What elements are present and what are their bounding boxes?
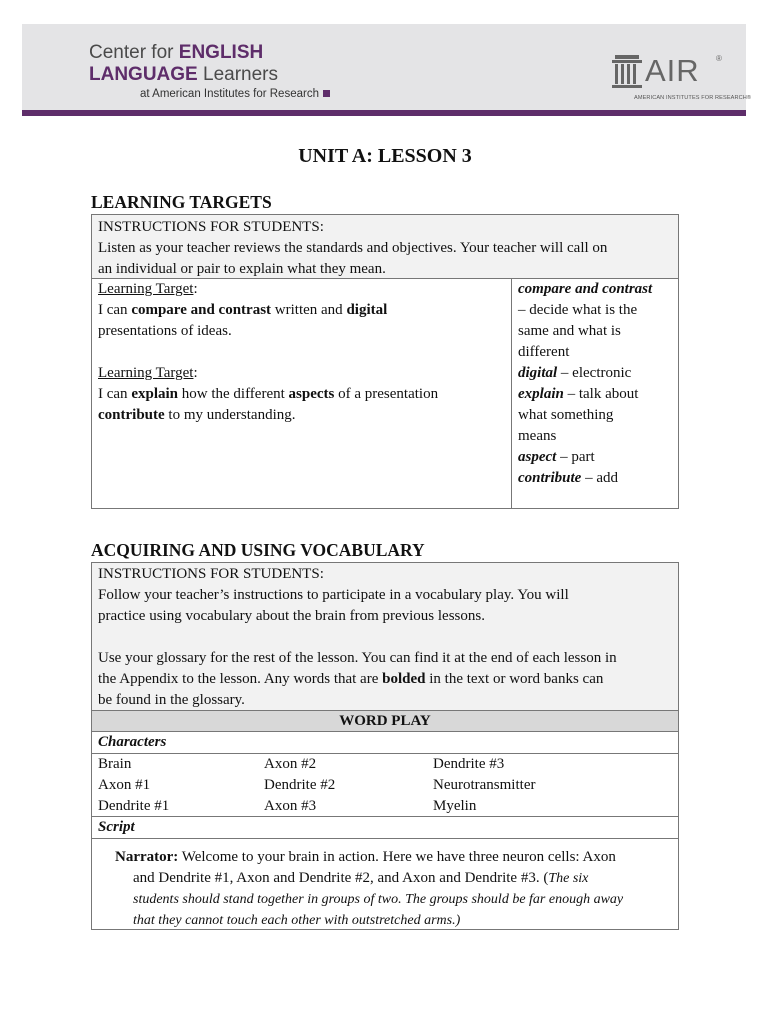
glossary-line: – decide what is the: [518, 302, 638, 318]
learning-targets-table: [91, 214, 679, 509]
characters-col1: [98, 754, 169, 817]
character-name: Dendrite #2: [264, 777, 336, 793]
celt-line3: at American Institutes for Research: [140, 88, 319, 100]
celt-line2-a: LANGUAGE: [89, 64, 198, 85]
learning-targets-heading: LEARNING TARGETS: [91, 192, 272, 212]
target1-text-c: written and: [271, 302, 347, 318]
glossary-def: – electronic: [557, 365, 632, 381]
word-play-header: WORD PLAY: [92, 710, 678, 732]
target2-text-c: how the different: [178, 386, 289, 402]
celt-line2-b: Learners: [197, 64, 279, 85]
target1-line2: presentations of ideas.: [98, 323, 232, 339]
characters-col2: [264, 754, 335, 817]
characters-row: [92, 753, 678, 816]
celt-logo: [89, 43, 330, 101]
character-name: Neurotransmitter: [433, 777, 536, 793]
air-logo: [612, 53, 752, 106]
building-icon: [612, 55, 642, 89]
glossary-term: compare and contrast: [518, 281, 653, 297]
glossary-def: – talk about: [563, 386, 639, 402]
glossary-def: – part: [556, 449, 595, 465]
air-subtitle: AMERICAN INSTITUTES FOR RESEARCH®: [634, 95, 752, 101]
character-name: Dendrite #3: [433, 756, 505, 772]
vocab-instructions-label: INSTRUCTIONS FOR STUDENTS:: [98, 566, 324, 582]
glossary-cell: [512, 279, 678, 508]
character-name: Axon #3: [264, 798, 317, 814]
script-label: Script: [98, 819, 135, 835]
narrator-line2: and Dendrite #1, Axon and Dendrite #2, and Axon and Dendrite #3. (: [133, 870, 549, 886]
target2-term-contribute: contribute: [98, 407, 165, 423]
instructions-line2: an individual or pair to explain what they mean.: [98, 261, 386, 277]
vocabulary-instructions: [92, 563, 678, 710]
character-name: Brain: [98, 756, 132, 772]
vocabulary-heading: ACQUIRING AND USING VOCABULARY: [91, 540, 425, 560]
characters-label: Characters: [98, 734, 167, 750]
target1-text-a: I can: [98, 302, 132, 318]
target2-term-aspects: aspects: [288, 386, 335, 402]
glossary-term: aspect: [518, 449, 557, 465]
celt-line1-b: ENGLISH: [178, 42, 264, 63]
square-icon: [323, 90, 330, 97]
targets-row: [92, 278, 678, 508]
vocab-p2-line2-a: the Appendix to the lesson. Any words that are: [98, 671, 383, 687]
glossary-line: [518, 384, 672, 405]
character-name: Axon #2: [264, 756, 317, 772]
narrator-line1: Welcome to your brain in action. Here we have three neuron cells: Axon: [178, 849, 616, 865]
vocab-p1-line2: practice using vocabulary about the brain from previous lessons.: [98, 608, 485, 624]
characters-col3: [433, 754, 535, 817]
target2-text-e: of a presentation: [334, 386, 439, 402]
character-name: Axon #1: [98, 777, 151, 793]
narrator-stage-direction-a: The six: [548, 871, 589, 886]
vocabulary-table: [91, 562, 679, 930]
glossary-line: [518, 363, 672, 384]
vocab-p2-line2-c: in the text or word banks can: [425, 671, 604, 687]
target2-term-explain: explain: [131, 386, 178, 402]
target1-label: Learning Target: [98, 281, 194, 297]
target2-text-a: I can: [98, 386, 132, 402]
vocab-p2-line1: Use your glossary for the rest of the lesson. You can find it at the end of each lesson in: [98, 650, 617, 666]
glossary-line: what something: [518, 407, 614, 423]
target2-text-line2: to my understanding.: [164, 407, 296, 423]
narrator-stage-direction-c: that they cannot touch each other with outstretched arms.): [133, 913, 461, 928]
celt-line1-a: Center for: [89, 42, 179, 63]
glossary-def: – add: [581, 470, 619, 486]
vocab-p2-line3: be found in the glossary.: [98, 692, 245, 708]
targets-cell: Learning Target: I can compare and contrast written and digital presentations of ideas. Learning Target: I can explain how the different aspects of a presentation contribute to my understanding.: [92, 279, 512, 508]
page-header: [22, 24, 752, 110]
glossary-line: [518, 279, 672, 300]
header-accent-bar: [22, 110, 746, 116]
glossary-line: means: [518, 428, 557, 444]
air-wordmark: AIR: [645, 53, 700, 88]
glossary-line: [518, 447, 672, 468]
glossary-line: different: [518, 344, 570, 360]
target2-label: Learning Target: [98, 365, 194, 381]
instructions-label: INSTRUCTIONS FOR STUDENTS:: [98, 219, 324, 235]
instructions-line1: Listen as your teacher reviews the standards and objectives. Your teacher will call on: [98, 240, 608, 256]
vocab-p2-bolded: bolded: [382, 671, 426, 687]
page-title: UNIT A: LESSON 3: [298, 145, 472, 167]
character-name: Myelin: [433, 798, 477, 814]
glossary-term: digital: [518, 365, 558, 381]
vocab-p1-line1: Follow your teacher’s instructions to participate in a vocabulary play. You will: [98, 587, 569, 603]
glossary-term: contribute: [518, 470, 582, 486]
character-name: Dendrite #1: [98, 798, 170, 814]
characters-label-row: [92, 732, 678, 753]
script-label-row: [92, 816, 678, 838]
air-registered: ®: [716, 54, 722, 63]
narrator-stage-direction-b: students should stand together in groups of two. The groups should be far enough away: [133, 892, 624, 907]
script-cell: [92, 838, 678, 931]
glossary-line: same and what is: [518, 323, 621, 339]
target1-term-digital: digital: [346, 302, 388, 318]
glossary-line: [518, 468, 672, 489]
target1-term-compare: compare and contrast: [131, 302, 272, 318]
glossary-term: explain: [518, 386, 564, 402]
narrator-label: Narrator:: [115, 849, 179, 865]
learning-targets-instructions: [92, 215, 678, 278]
